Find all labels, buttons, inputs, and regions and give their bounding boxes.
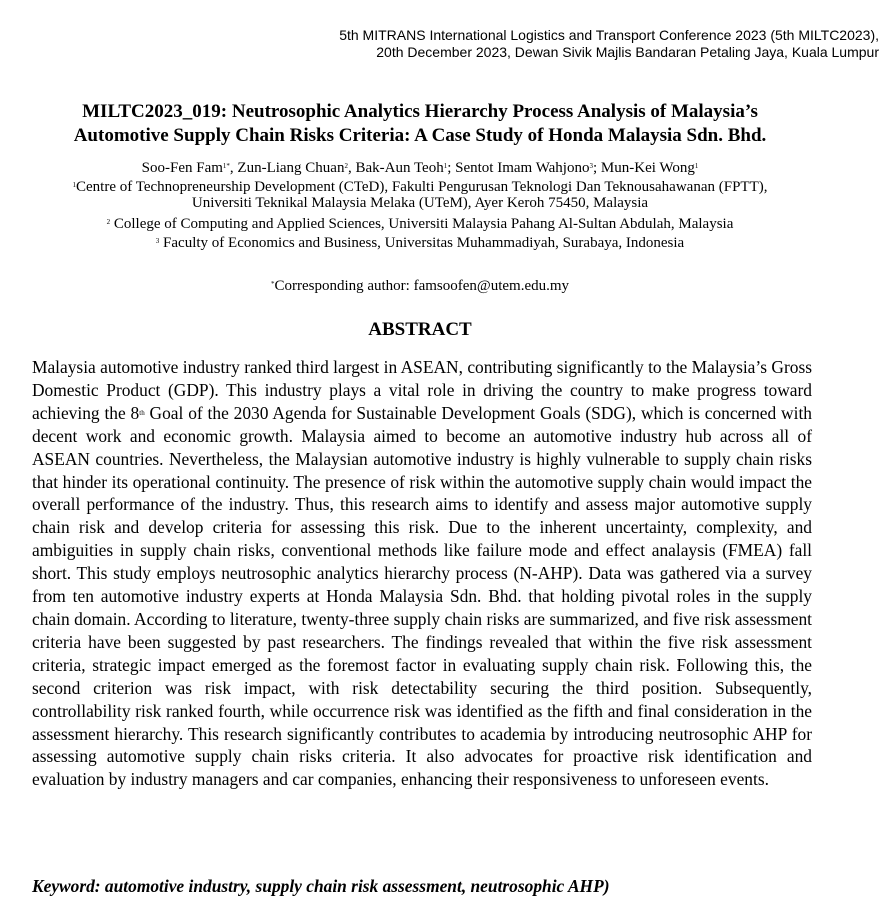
title-line-2: Automotive Supply Chain Risks Criteria: A Case Study of Honda Malaysia Sdn. Bhd. <box>73 125 767 146</box>
affiliation-mark: 2 <box>106 218 111 226</box>
conference-line-2: 20th December 2023, Dewan Sivik Majlis Bandaran Petaling Jaya, Kuala Lumpur <box>376 44 879 60</box>
keyword-line: Keyword: automotive industry, supply chain risk assessment, neutrosophic AHP) <box>32 876 610 896</box>
author-name: Sentot Imam Wahjono <box>455 160 590 176</box>
author-name: Mun-Kei Wong <box>600 160 695 176</box>
affiliation-2-text: College of Computing and Applied Sciences, Universiti Malaysia Pahang Al-Sultan Abdulah, Malaysia <box>113 216 734 232</box>
author-list: Soo-Fen Fam$^{1*}$, Zun-Liang Chuan$^2$, Bak-Aun Teoh$^1$; Sentot Imam Wahjono$^3$; Mun-Kei Wong$^1$ <box>141 160 699 176</box>
author-affiliation-mark: 3 <box>589 162 593 170</box>
abstract-text-part-2: Goal of the 2030 Agenda for Sustainable Development Goals (SDG), which is concerned with decent work and economic growth. Malaysia aimed to become an automotive industry hub across all of ASEAN countries. Nevertheless, the Malaysian automotive industry is highly vulnerable to supply chain risks that hinder its operational continuity. The presence of risk within the automotive supply chain would impact the overall performance of the industry. Thus, this research aims to identify and assess major automotive supply chain risk and develop criteria for assessing this risk. Due to the inherent uncertainty, complexity, and ambiguities in supply chain risks, conventional methods like failure mode and effect analaysis (FMEA) fall short. This study employs neutrosophic analytics hierarchy process (N-AHP). Data was gathered via a survey from ten automotive industry experts at Honda Malaysia Sdn. Bhd. that holding pivotal roles in the supply chain domain. According to literature, twenty-three supply chain risks are summarized, and five risk assessment criteria have been suggested by past researchers. The findings revealed that within the five risk assessment criteria, strategic impact emerged as the foremost factor in evaluating supply chain risk. Following this, the second criterion was risk impact, with risk detectability securing the third position. Subsequently, controllability risk ranked fourth, while occurrence risk was identified as the fifth and final consideration in the assessment hierarchy. This research significantly contributes to academia by introducing neutrosophic AHP for assessing automotive supply chain risks criteria. It also advocates for proactive risk identification and evaluation by industry managers and car companies, enhancing their responsiveness to unforeseen events. <box>32 402 812 790</box>
author-affiliation-mark: 1 <box>694 162 699 170</box>
author-name: Soo-Fen Fam <box>141 160 223 176</box>
affiliation-mark: 1 <box>72 181 76 189</box>
author-affiliation-mark: 1* <box>222 162 230 170</box>
affiliation-1-line-1: Centre of Technopreneurship Development (CTeD), Fakulti Pengurusan Teknologi Dan Teknousahawanan (FPTT), <box>76 179 768 195</box>
abstract-heading: ABSTRACT <box>368 319 472 340</box>
author-name: Bak-Aun Teoh <box>355 160 444 176</box>
ordinal-superscript: th <box>139 408 145 417</box>
corresponding-author-text: Corresponding author: famsoofen@utem.edu.my <box>274 278 570 294</box>
affiliation-3-text: Faculty of Economics and Business, Universitas Muhammadiyah, Surabaya, Indonesia <box>163 235 685 251</box>
affiliation-1 <box>20 179 820 211</box>
abstract-body <box>32 356 812 791</box>
author-name: Zun-Liang Chuan <box>237 160 345 176</box>
corresponding-mark: * <box>270 280 275 288</box>
corresponding-author <box>20 277 820 295</box>
paper-title <box>20 100 820 148</box>
affiliation-mark: 3 <box>155 237 160 245</box>
author-affiliation-mark: 2 <box>344 162 348 170</box>
abstract-text-part-1: Malaysia automotive industry ranked third largest in ASEAN, contributing significantly to the Malaysia’s Gross Domestic Product (GDP). This industry plays a vital role in driving the country to make progress toward achieving the 8 <box>32 357 812 423</box>
conference-header <box>39 27 879 61</box>
author-affiliation-mark: 1 <box>443 162 448 170</box>
affiliation-2 <box>20 216 820 232</box>
affiliation-3 <box>20 235 820 251</box>
conference-line-1: 5th MITRANS International Logistics and Transport Conference 2023 (5th MILTC2023), <box>339 27 879 43</box>
affiliation-1-line-2: Universiti Teknikal Malaysia Melaka (UTeM), Ayer Keroh 75450, Malaysia <box>191 195 649 211</box>
title-line-1: MILTC2023_019: Neutrosophic Analytics Hierarchy Process Analysis of Malaysia’s <box>82 101 758 122</box>
